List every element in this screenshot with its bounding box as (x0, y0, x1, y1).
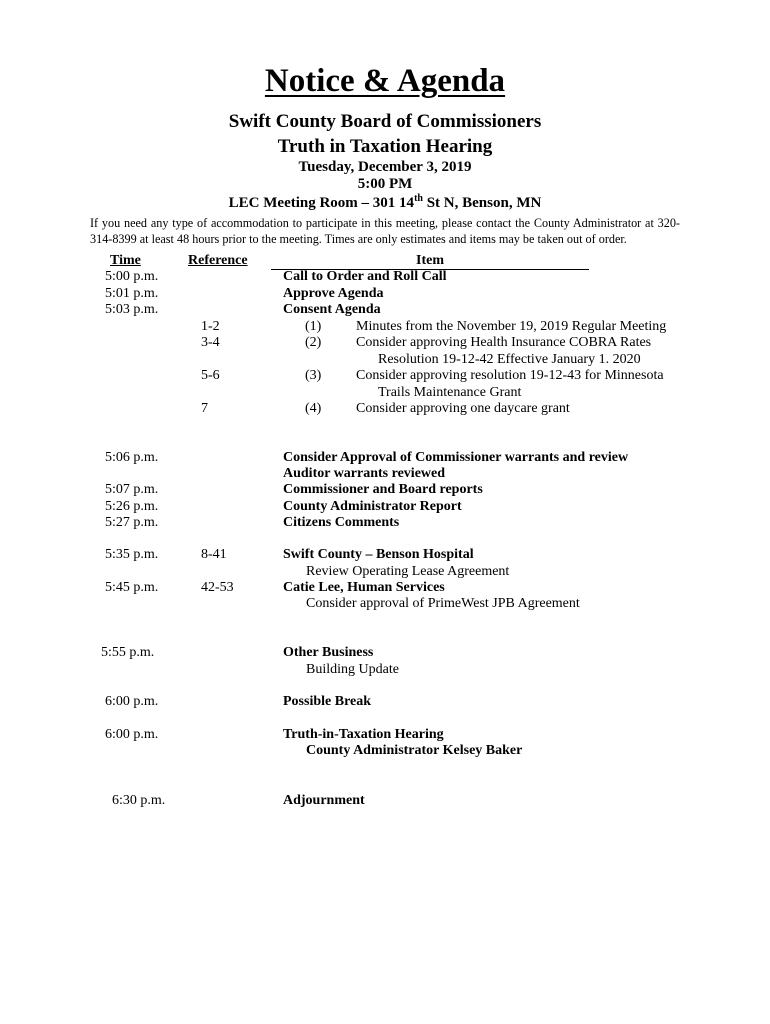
row-sub-human: Consider approval of PrimeWest JPB Agreement (306, 596, 580, 611)
row-time-tith: 6:00 p.m. (105, 727, 159, 742)
consent-num-3: (3) (305, 368, 322, 383)
row-item-other: Other Business (283, 645, 374, 660)
board-name: Swift County Board of Commissioners (228, 111, 542, 132)
column-header-reference: Reference (188, 253, 248, 268)
row-item-break: Possible Break (283, 694, 372, 709)
row-item-citizens: Citizens Comments (283, 515, 400, 530)
hearing-name: Truth in Taxation Hearing (277, 136, 493, 157)
consent-ref-3: 5-6 (201, 368, 220, 383)
consent-text-2: Consider approving Health Insurance COBRA Rates Resolution 19-12-42 Effective January 1. 2020 (356, 335, 681, 368)
row-item-warrants: Consider Approval of Commissioner warrants and review (283, 450, 629, 465)
consent-text-1: Minutes from the November 19, 2019 Regular Meeting (356, 319, 667, 334)
row-ref-human: 42-53 (201, 580, 234, 595)
consent-text-4: Consider approving one daycare grant (356, 401, 570, 416)
row-item-adjourn: Adjournment (283, 793, 365, 808)
meeting-date: Tuesday, December 3, 2019 (298, 159, 472, 175)
row-time-warrants: 5:06 p.m. (105, 450, 159, 465)
row-sub-tith: County Administrator Kelsey Baker (306, 743, 523, 758)
consent-num-1: (1) (305, 319, 322, 334)
row-time-human: 5:45 p.m. (105, 580, 159, 595)
row-time-approve: 5:01 p.m. (105, 286, 159, 301)
consent-num-4: (4) (305, 401, 322, 416)
consent-num-2: (2) (305, 335, 322, 350)
row-time-call: 5:00 p.m. (105, 269, 159, 284)
row-item-hospital: Swift County – Benson Hospital (283, 547, 474, 562)
consent-text-3-cont: Trails Maintenance Grant (378, 384, 522, 400)
row-item-consent: Consent Agenda (283, 302, 381, 317)
row-ref-hospital: 8-41 (201, 547, 227, 562)
row-time-other: 5:55 p.m. (101, 645, 155, 660)
row-time-hospital: 5:35 p.m. (105, 547, 159, 562)
row-time-citizens: 5:27 p.m. (105, 515, 159, 530)
row-item-tith: Truth-in-Taxation Hearing (283, 727, 444, 742)
consent-ref-2: 3-4 (201, 335, 220, 350)
meeting-time: 5:00 PM (357, 176, 413, 192)
row-item-warrants-2: Auditor warrants reviewed (283, 466, 446, 481)
meeting-location: LEC Meeting Room – 301 14th St N, Benson, MN (228, 193, 542, 211)
row-sub-other: Building Update (306, 662, 399, 677)
row-time-adjourn: 6:30 p.m. (112, 793, 166, 808)
consent-text-3: Consider approving resolution 19-12-43 for Minnesota Trails Maintenance Grant (356, 368, 681, 401)
column-header-time: Time (110, 253, 141, 268)
row-item-call: Call to Order and Roll Call (283, 269, 447, 284)
row-item-admin: County Administrator Report (283, 499, 462, 514)
column-header-item: Item (271, 253, 589, 270)
row-item-approve: Approve Agenda (283, 286, 384, 301)
consent-ref-1: 1-2 (201, 319, 220, 334)
row-time-reports: 5:07 p.m. (105, 482, 159, 497)
accommodation-notice: If you need any type of accommodation to participate in this meeting, please contact the County Administrator at 320-314-8399 at least 48 hours prior to the meeting. Times are only estimates and items may be taken out of order. (90, 216, 680, 246)
row-sub-hospital: Review Operating Lease Agreement (306, 564, 510, 579)
row-time-admin: 5:26 p.m. (105, 499, 159, 514)
row-item-human: Catie Lee, Human Services (283, 580, 445, 595)
row-time-consent: 5:03 p.m. (105, 302, 159, 317)
consent-text-2-cont: Resolution 19-12-42 Effective January 1. 2020 (378, 351, 641, 367)
consent-ref-4: 7 (201, 401, 208, 416)
row-item-reports: Commissioner and Board reports (283, 482, 483, 497)
row-time-break: 6:00 p.m. (105, 694, 159, 709)
document-title: Notice & Agenda (264, 63, 506, 99)
